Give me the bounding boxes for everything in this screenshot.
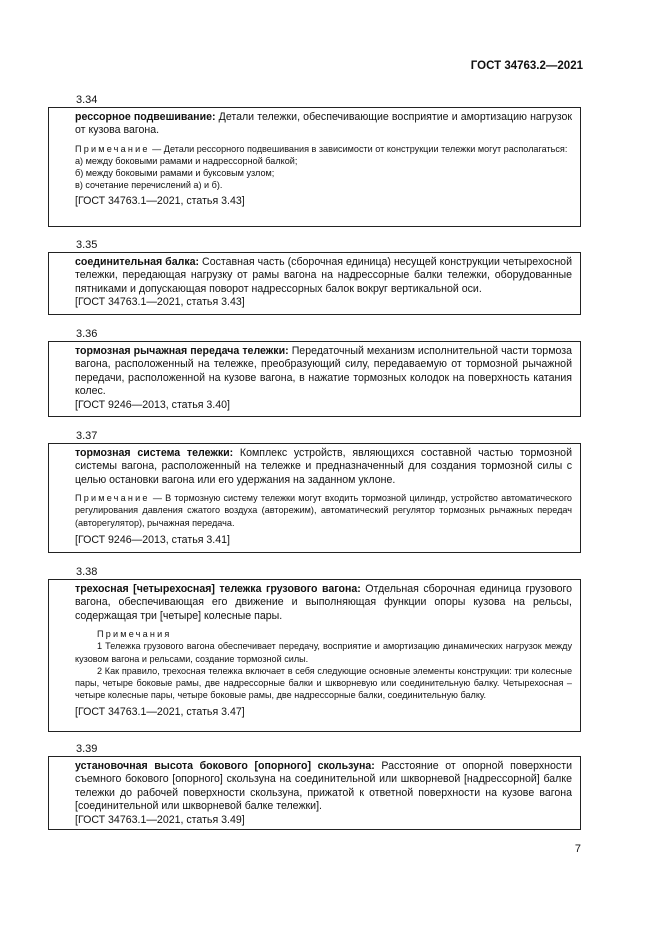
note: 1 Тележка грузового вагона обеспечивает передачу, восприятие и амортизацию динамических нагрузок между кузовом вагона и рельсами, создание тормозной силы. [75,641,572,664]
definition-text: Составная часть (сборочная единица) несущей конструкции четырехосной тележки, передающая нагрузку от рамы вагона на надрессорные балки тележки, оборудованные пятниками и допускающая поворот надрессорных балок вокруг вертикальной оси. [75,256,572,295]
entry-number: 3.35 [76,239,98,251]
definition-box [48,107,581,227]
term: установочная высота бокового [опорного] скользуна: [75,760,375,772]
note [75,492,572,529]
note [75,143,572,155]
definition [75,760,572,814]
definition [75,345,572,399]
source-reference: [ГОСТ 34763.1—2021, статья 3.43] [75,296,245,309]
list-item: в) сочетание перечислений а) и б). [75,180,223,191]
definition-box [48,443,581,553]
definition-box [48,252,581,315]
source-reference: [ГОСТ 34763.1—2021, статья 3.43] [75,194,245,207]
list-item: а) между боковыми рамами и надрессорной балкой; [75,156,298,167]
note-text: — Детали рессорного подвешивания в зависимости от конструкции тележки могут располагаться: [149,143,568,154]
note-label: Примечание [75,143,150,154]
note-label: Примечание [75,493,150,504]
definition-box [48,756,581,830]
entry-number: 3.34 [76,94,98,106]
notes-label: Примечания [97,629,172,640]
definition-text: Отдельная сборочная единица грузового вагона, обеспечивающая его движение и выполняющая функции опоры кузова на рельсы, содержащая три [четыре] колесные пары. [75,583,572,622]
entry-number: 3.38 [76,566,98,578]
source-reference: [ГОСТ 9246—2013, статья 3.40] [75,398,230,411]
term: рессорное подвешивание: [75,111,216,123]
definition [75,447,572,487]
definition-text: Расстояние от опорной поверхности съемного бокового [опорного] скользуна на соединительной или шкворневой [надрессорной] балке тележки до рабочей поверхности скользуна, прижатой к ответной поверхности на кузове вагона [соединительной или шкворневой балке тележки]. [75,760,572,813]
definition [75,111,572,138]
definition-box [48,341,581,417]
page-number: 7 [574,843,581,855]
definition [75,583,572,623]
definition [75,256,572,296]
source-reference: [ГОСТ 34763.1—2021, статья 3.47] [75,706,245,719]
entry-number: 3.36 [76,328,98,340]
term: тормозная рычажная передача тележки: [75,345,289,357]
entry-number: 3.39 [76,743,98,755]
definition-box [48,579,581,732]
source-reference: [ГОСТ 9246—2013, статья 3.41] [75,533,230,546]
list-item: б) между боковыми рамами и буксовым узлом; [75,168,275,179]
term: трехосная [четырехосная] тележка грузового вагона: [75,583,361,595]
document-header: ГОСТ 34763.2—2021 [470,60,583,72]
entry-number: 3.37 [76,430,98,442]
note: 2 Как правило, трехосная тележка включает в себя следующие основные элементы конструкции: три колесные пары, четыре боковые рамы, две надрессорные балки и шкворневую или соединительную балку. Четырехосная – четыре колесные пары, четыре боковые рамы, две надрессорные балки, соединительную балку. [75,665,572,701]
definition-text: Комплекс устройств, являющихся составной частью тормозной системы вагона, расположенный на тележке и предназначенный для создания тормозной силы с целью остановки вагона или его удержания на заданном уклоне. [75,447,572,486]
definition-text: Передаточный механизм исполнительной части тормоза вагона, расположенный на тележке, преобразующий силу, передаваемую от тормозной рычажной передачи, расположенной на кузове вагона, в нажатие тормозных колодок на поверхность катания колес. [75,345,572,398]
term: тормозная система тележки: [75,447,234,459]
source-reference: [ГОСТ 34763.1—2021, статья 3.49] [75,813,245,826]
note-text: — В тормозную систему тележки могут входить тормозной цилиндр, устройство автоматического регулирования давления сжатого воздуха (авторежим), автоматический регулятор тормозных рычажных передач (авторегулятор), рычажная передача. [75,493,572,528]
term: соединительная балка: [75,256,200,268]
definition-text: Детали тележки, обеспечивающие восприятие и амортизацию нагрузок от кузова вагона. [75,111,573,137]
